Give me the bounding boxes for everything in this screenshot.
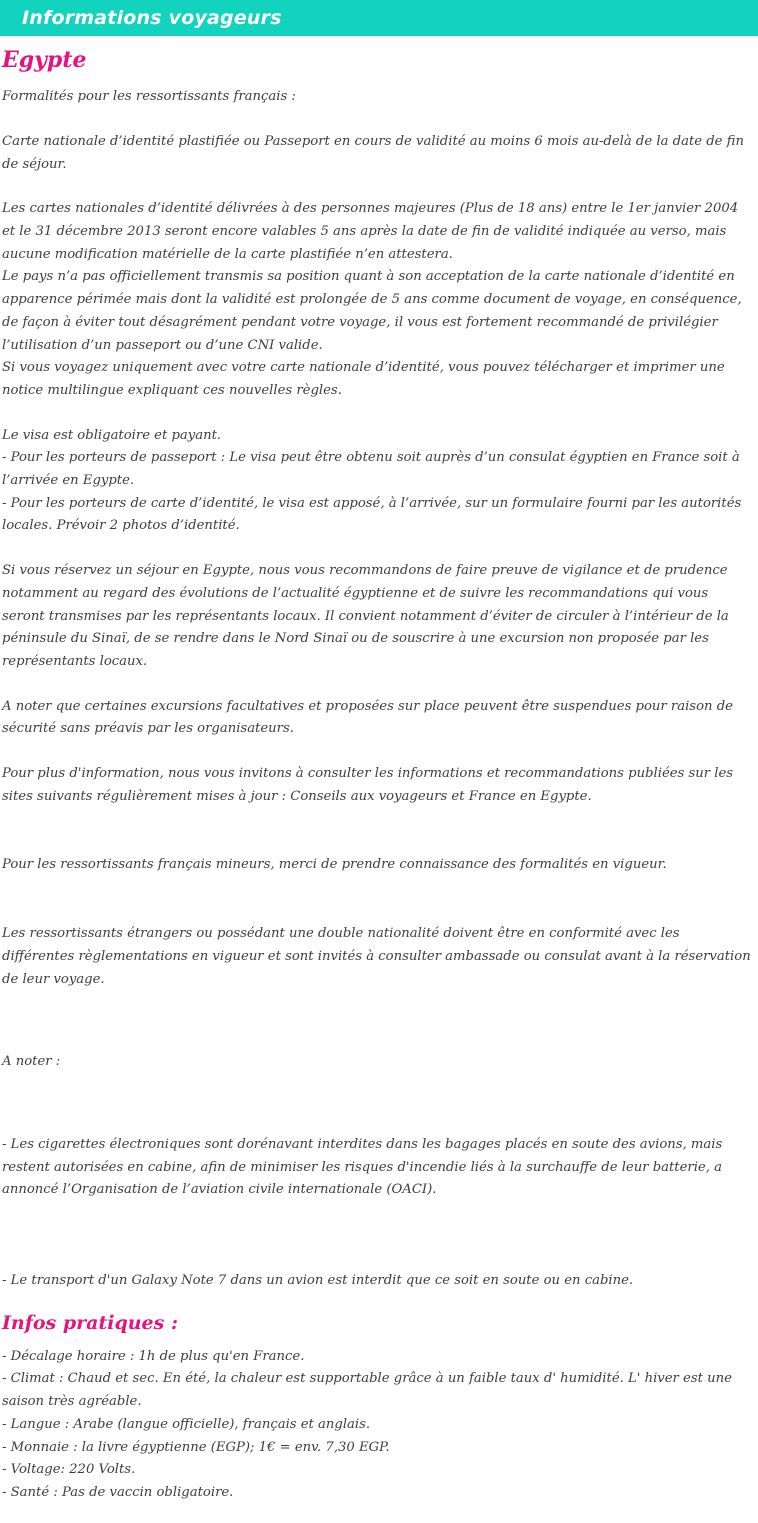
foreign-nationals-notice: Les ressortissants étrangers ou possédant une double nationalité doivent être en conformité avec les différentes règlementations en vigueur et sont invités à consulter ambassade ou consulat avant à la réservation de leur voyage. [2, 926, 751, 987]
page-title: Informations voyageurs [22, 7, 282, 29]
spacer [2, 1120, 754, 1134]
list-item: - Voltage: 220 Volts. [2, 1462, 136, 1478]
visa-passport-holders: - Pour les porteurs de passeport : Le visa peut être obtenu soit auprès d’un consulat égyptien en France soit à l’arrivée en Egypte. [2, 450, 740, 489]
practical-info-list [2, 1346, 754, 1505]
identity-document-requirement: Carte nationale d’identité plastifiée ou Passeport en cours de validité au moins 6 mois au-delà de la date de fin de séjour. [2, 133, 744, 172]
document-content [0, 48, 758, 1523]
document-header [0, 0, 758, 36]
list-item: - Santé : Pas de vaccin obligatoire. [2, 1484, 234, 1500]
list-item: - Décalage horaire : 1h de plus qu'en France. [2, 1348, 305, 1364]
spacer [2, 808, 754, 854]
electronic-cigarettes-rule: - Les cigarettes électroniques sont dorénavant interdites dans les bagages placés en soute des avions, mais restent autorisées en cabine, afin de minimiser les risques d'incendie liés à la surchauffe de leur batterie, a annoncé l’Organisation de l’aviation civile internationale (OACI). [2, 1136, 723, 1198]
note-label: A noter : [2, 1054, 61, 1070]
security-advice: Si vous réservez un séjour en Egypte, nous vous recommandons de faire preuve de vigilance et de prudence notamment au regard des évolutions de l’actualité égyptienne et de suivre les recommandations qui vous seront transmises par les représentants locaux. Il convient notamment d’éviter de circuler à l’intérieur de la péninsule du Sinaï, de se rendre dans le Nord Sinaï ou de souscrire à une excursion non proposée par les représentants locaux. [2, 563, 729, 669]
optional-excursions-note: A noter que certaines excursions facultatives et proposées sur place peuvent être suspendues pour raison de sécurité sans préavis par les organisateurs. [2, 698, 733, 737]
spacer [2, 674, 754, 696]
spacer [2, 741, 754, 763]
spacer [2, 109, 754, 131]
minors-formalities: Pour les ressortissants français mineurs, merci de prendre connaissance des formalités en vigueur. [2, 857, 667, 873]
spacer [2, 1248, 754, 1270]
cni-validity-rule: Les cartes nationales d’identité délivrées à des personnes majeures (Plus de 18 ans) entre le 1er janvier 2004 et le 31 décembre 2013 seront encore valables 5 ans après la date de fin de validité indiquée au verso, mais aucune modification matérielle de la carte plastifiée n’en attestera. [2, 201, 739, 262]
cni-country-position: Le pays n’a pas officiellement transmis sa position quant à son acceptation de la carte nationale d’identité en apparence périmée mais dont la validité est prolongée de 5 ans comme document de voyage, en conséquence, de façon à éviter tout désagrément pendant votre voyage, il vous est fortement recommandé de privilégier l’utilisation d’un passeport ou d’une CNI valide. [2, 269, 742, 353]
visa-id-card-holders: - Pour les porteurs de carte d’identité, le visa est apposé, à l’arrivée, sur un formulaire fourni par les autorités locales. Prévoir 2 photos d’identité. [2, 495, 742, 534]
list-item: - Climat : Chaud et sec. En été, la chaleur est supportable grâce à un faible taux d' humidité. L' hiver est une saison très agréable. [2, 1371, 732, 1410]
spacer [2, 538, 754, 560]
destination-title: Egypte [2, 47, 87, 73]
spacer [2, 1037, 754, 1051]
spacer [2, 176, 754, 198]
list-item: - Langue : Arabe (langue officielle), français et anglais. [2, 1416, 371, 1432]
spacer [2, 1202, 754, 1248]
spacer [2, 877, 754, 923]
spacer [2, 403, 754, 425]
practical-info-title: Infos pratiques : [2, 1311, 178, 1334]
spacer [2, 1074, 754, 1120]
spacer [2, 991, 754, 1037]
cni-multilingual-notice: Si vous voyagez uniquement avec votre carte nationale d’identité, vous pouvez télécharger et imprimer une notice multilingue expliquant ces nouvelles règles. [2, 360, 725, 398]
galaxy-note-ban: - Le transport d'un Galaxy Note 7 dans un avion est interdit que ce soit en soute ou en cabine. [2, 1273, 634, 1289]
formalities-intro: Formalités pour les ressortissants français : [2, 89, 296, 105]
list-item: - Monnaie : la livre égyptienne (EGP); 1€ = env. 7,30 EGP. [2, 1439, 390, 1455]
more-information-links: Pour plus d'information, nous vous invitons à consulter les informations et recommandations publiées sur les sites suivants régulièrement mises à jour : Conseils aux voyageurs et France en Egypte. [2, 766, 734, 804]
visa-intro: Le visa est obligatoire et payant. [2, 427, 222, 443]
